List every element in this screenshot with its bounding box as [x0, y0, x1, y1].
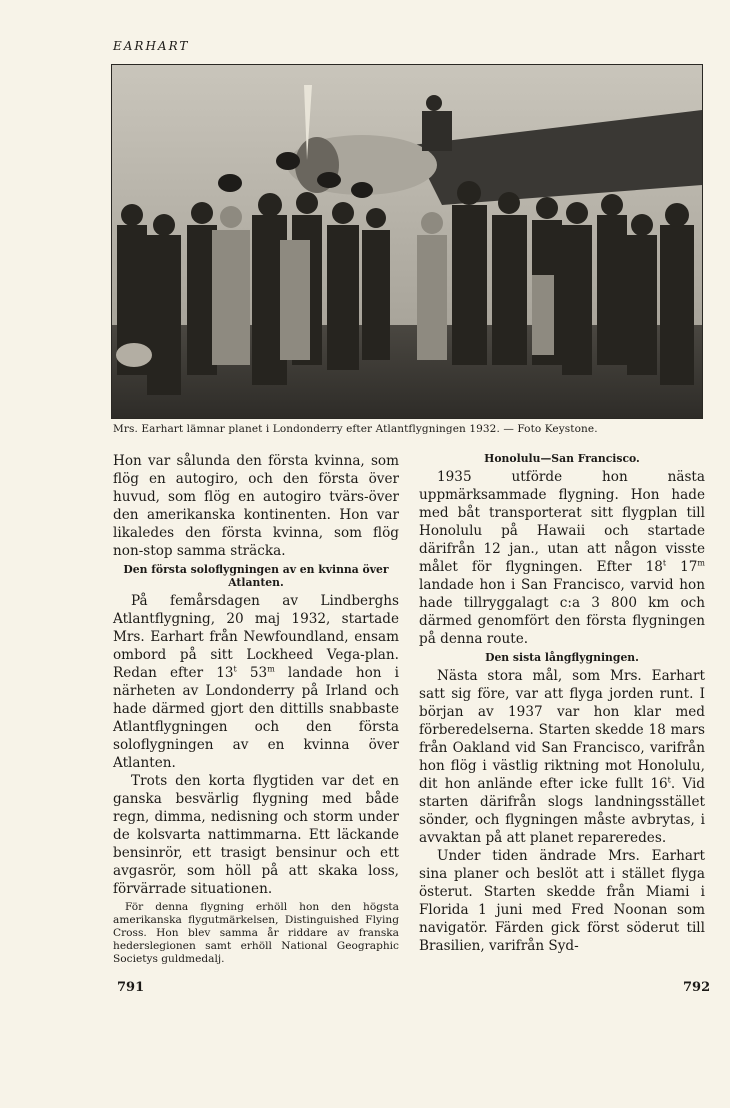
paragraph-1935-flight	[419, 468, 705, 648]
photo-illustration	[112, 65, 702, 418]
hours-unit: t	[667, 775, 671, 785]
intro-paragraph: Hon var sålunda den första kvinna, som flög en autogiro, och den första över huvud, som flög en autogiro tvärs-över den amerikanska kontinenten. Hon var likaledes den första kvinna, som flög non-stop samma sträcka.	[113, 453, 399, 559]
section-heading-solo-atlantic: Den första soloflygningen av en kvinna över Atlanten.	[123, 563, 389, 589]
minutes-unit: m	[267, 664, 275, 674]
left-column	[113, 452, 399, 966]
paragraph-text: landade hon i närheten av Londonderry på Irland och hade därmed gjort den dittills snabbaste Atlantflygningen och den första soloflygningen av en kvinna över Atlanten.	[113, 665, 400, 771]
section-heading-last-flight: Den sista långflygningen.	[485, 651, 639, 664]
right-column	[419, 452, 705, 955]
minutes-unit: m	[697, 558, 706, 568]
section-heading-honolulu: Honolulu—San Francisco.	[484, 452, 640, 465]
paragraph-1932-flight	[113, 592, 399, 772]
paragraph-text: 53	[236, 665, 268, 681]
hours-unit: t	[662, 558, 667, 568]
paragraph-round-the-world	[419, 667, 705, 847]
page-number-right: 792	[683, 980, 711, 995]
paragraph-text: 17	[666, 559, 698, 575]
paragraph-text: Nästa stora mål, som Mrs. Earhart satt sig före, var att flyga jorden runt. I början av 1937 var hon klar med förberedelserna. Starten skedde 18 mars från Oakland vid San Francisco, varifrån hon flög i västlig riktning mot Honolulu, dit hon anlände efter icke fullt 16	[419, 668, 705, 792]
paragraph-text: 1935 utförde hon nästa uppmärksammade flygning. Hon hade med båt transporterat sitt flygplan till Honolulu på Hawaii och startade därifrån 12 jan., utan att någon visste målet för flygningen. Efter 18	[419, 469, 705, 575]
paragraph-text: På femårsdagen av Lindberghs Atlantflygning, 20 maj 1932, startade Mrs. Earhart från Newfoundland, ensam ombord på sitt Lockheed Vega-plan. Redan efter 13	[113, 593, 399, 681]
crowd-airplane-photo	[111, 64, 703, 419]
paragraph-change-of-plans: Under tiden ändrade Mrs. Earhart sina planer och beslöt att i stället flyga österut. Starten skedde från Miami i Florida 1 juni med Fred Noonan som navigatör. Färden gick först söderut till Brasilien, varifrån Syd-	[419, 848, 705, 954]
paragraph-text: landade hon i San Francisco, varvid hon hade tillryggalagt c:a 3 800 km och därmed genomfört den första flygningen på denna route.	[419, 577, 705, 647]
running-head: EARHART	[113, 39, 190, 53]
paragraph-text: . Vid starten därifrån slogs landningsstället sönder, och flygningen måste avbrytas, i avvaktan på att planet repareredes.	[419, 776, 705, 846]
page-number-left: 791	[117, 980, 145, 995]
hours-unit: t	[233, 664, 237, 674]
note-paragraph: För denna flygning erhöll hon den högsta amerikanska flygutmärkelsen, Distinguished Flying Cross. Hon blev samma år riddare av franska hederslegionen samt erhöll National Geographic Societys guldmedalj.	[113, 901, 399, 965]
photo-caption: Mrs. Earhart lämnar planet i Londonderry efter Atlantflygningen 1932. — Foto Keystone.	[113, 423, 598, 435]
paragraph-difficulties: Trots den korta flygtiden var det en ganska besvärlig flygning med både regn, dimma, nedisning och storm under de kolsvarta nattimmarna. Ett läckande bensinrör, ett trasigt bensinur och ett avgasrör, som höll på att skaka loss, förvärrade situationen.	[113, 773, 399, 897]
